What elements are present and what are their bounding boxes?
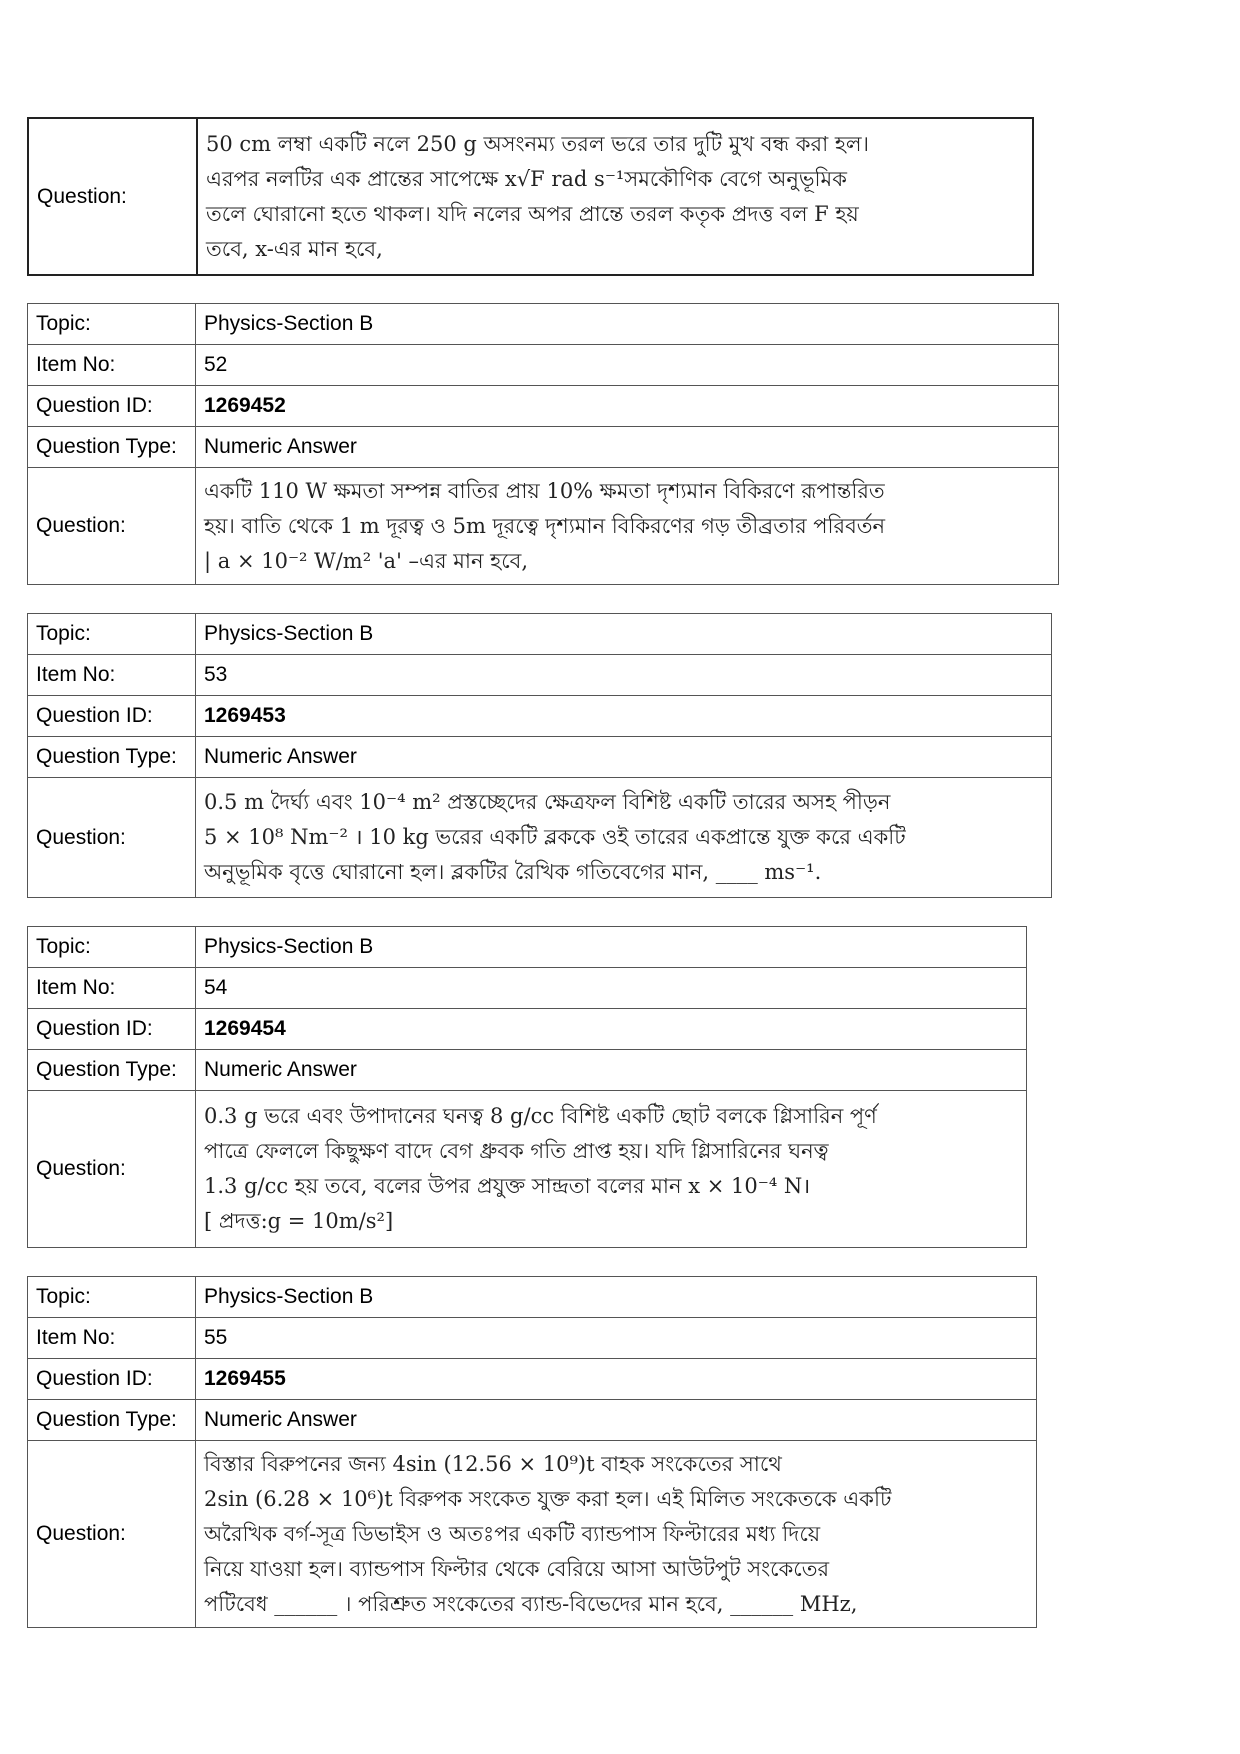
question-type-label: Question Type:: [28, 737, 196, 778]
question-block-53: [27, 613, 1052, 898]
question-type-value: Numeric Answer: [196, 737, 1052, 778]
question-id-row: [28, 386, 1059, 427]
item-no-row: [28, 1318, 1037, 1359]
question-id-row: [28, 1009, 1027, 1050]
topic-label: Topic:: [28, 927, 196, 968]
item-no-label: Item No:: [28, 345, 196, 386]
question-row: [28, 1091, 1027, 1248]
question-type-label: Question Type:: [28, 1050, 196, 1091]
question-type-label: Question Type:: [28, 427, 196, 468]
question-id-value: 1269453: [196, 696, 1052, 737]
question-block-51: [27, 117, 1034, 276]
question-type-value: Numeric Answer: [196, 1400, 1037, 1441]
question-type-row: [28, 1050, 1027, 1091]
question-text: 0.3 g ভরে এবং উপাদানের ঘনত্ব 8 g/cc বিশিষ্ট একটি ছোট বলকে গ্লিসারিন পূর্ণ পাত্রে ফেললে কিছুক্ষণ বাদে বেগ ধ্রুবক গতি প্রাপ্ত হয়। যদি গ্লিসারিনের ঘনত্ব 1.3 g/cc হয় তবে, বলের উপর প্রযুক্ত সান্দ্রতা বলের মান x × 10⁻⁴ N। [ প্রদত্ত:g = 10m/s²]: [196, 1091, 1027, 1248]
question-label: Question:: [28, 778, 196, 898]
item-no-row: [28, 345, 1059, 386]
item-no-label: Item No:: [28, 968, 196, 1009]
question-label: Question:: [28, 1441, 196, 1628]
topic-label: Topic:: [28, 304, 196, 345]
item-no-row: [28, 655, 1052, 696]
topic-value: Physics-Section B: [196, 927, 1027, 968]
item-no-row: [28, 968, 1027, 1009]
question-text: 0.5 m দৈর্ঘ্য এবং 10⁻⁴ m² প্রস্তচ্ছেদের ক্ষেত্রফল বিশিষ্ট একটি তারের অসহ পীড়ন 5 × 10⁸ Nm⁻² । 10 kg ভরের একটি ব্লককে ওই তারের একপ্রান্তে যুক্ত করে একটি অনুভূমিক বৃত্তে ঘোরানো হল। ব্লকটির রৈখিক গতিবেগের মান, ____ ms⁻¹.: [196, 778, 1052, 898]
item-no-label: Item No:: [28, 655, 196, 696]
question-id-value: 1269452: [196, 386, 1059, 427]
question-text: বিস্তার বিরুপনের জন্য 4sin (12.56 × 10⁹)t বাহক সংকেতের সাথে 2sin (6.28 × 10⁶)t বিরুপক সংকেত যুক্ত করা হল। এই মিলিত সংকেতকে একটি অরৈখিক বর্গ-সূত্র ডিভাইস ও অতঃপর একটি ব্যান্ডপাস ফিল্টারের মধ্য দিয়ে নিয়ে যাওয়া হল। ব্যান্ডপাস ফিল্টার থেকে বেরিয়ে আসা আউটপুট সংকেতের পটিবেধ ______ । পরিশ্রুত সংকেতের ব্যান্ড-বিভেদের মান হবে, ______ MHz,: [196, 1441, 1037, 1628]
item-no-value: 52: [196, 345, 1059, 386]
topic-value: Physics-Section B: [196, 614, 1052, 655]
topic-label: Topic:: [28, 614, 196, 655]
question-label: Question:: [28, 1091, 196, 1248]
question-type-label: Question Type:: [28, 1400, 196, 1441]
item-no-value: 54: [196, 968, 1027, 1009]
item-no-label: Item No:: [28, 1318, 196, 1359]
question-block-52: [27, 303, 1059, 585]
question-id-label: Question ID:: [28, 1359, 196, 1400]
question-type-value: Numeric Answer: [196, 1050, 1027, 1091]
item-no-value: 53: [196, 655, 1052, 696]
question-label: Question:: [28, 118, 197, 275]
question-type-row: [28, 737, 1052, 778]
question-id-value: 1269454: [196, 1009, 1027, 1050]
question-id-label: Question ID:: [28, 696, 196, 737]
question-type-row: [28, 1400, 1037, 1441]
topic-value: Physics-Section B: [196, 304, 1059, 345]
topic-label: Topic:: [28, 1277, 196, 1318]
question-id-value: 1269455: [196, 1359, 1037, 1400]
question-row: [28, 1441, 1037, 1628]
topic-row: [28, 927, 1027, 968]
question-id-label: Question ID:: [28, 1009, 196, 1050]
question-block-55: [27, 1276, 1037, 1628]
question-text: একটি 110 W ক্ষমতা সম্পন্ন বাতির প্রায় 10% ক্ষমতা দৃশ্যমান বিকিরণে রূপান্তরিত হয়। বাতি থেকে 1 m দূরত্ব ও 5m দূরত্বে দৃশ্যমান বিকিরণের গড় তীব্রতার পরিবর্তন | a × 10⁻² W/m² 'a' –এর মান হবে,: [196, 468, 1059, 585]
question-id-row: [28, 1359, 1037, 1400]
question-row: [28, 118, 1033, 275]
question-type-row: [28, 427, 1059, 468]
question-id-label: Question ID:: [28, 386, 196, 427]
topic-row: [28, 614, 1052, 655]
question-id-row: [28, 696, 1052, 737]
item-no-value: 55: [196, 1318, 1037, 1359]
topic-value: Physics-Section B: [196, 1277, 1037, 1318]
topic-row: [28, 1277, 1037, 1318]
question-type-value: Numeric Answer: [196, 427, 1059, 468]
question-row: [28, 778, 1052, 898]
question-text: 50 cm লম্বা একটি নলে 250 g অসংনম্য তরল ভরে তার দুটি মুখ বন্ধ করা হল। এরপর নলটির এক প্রান্তের সাপেক্ষে x√F rad s⁻¹সমকৌণিক বেগে অনুভূমিক তলে ঘোরানো হতে থাকল। যদি নলের অপর প্রান্তে তরল কতৃক প্রদত্ত বল F হয় তবে, x-এর মান হবে,: [197, 118, 1033, 275]
question-label: Question:: [28, 468, 196, 585]
topic-row: [28, 304, 1059, 345]
question-row: [28, 468, 1059, 585]
question-block-54: [27, 926, 1027, 1248]
